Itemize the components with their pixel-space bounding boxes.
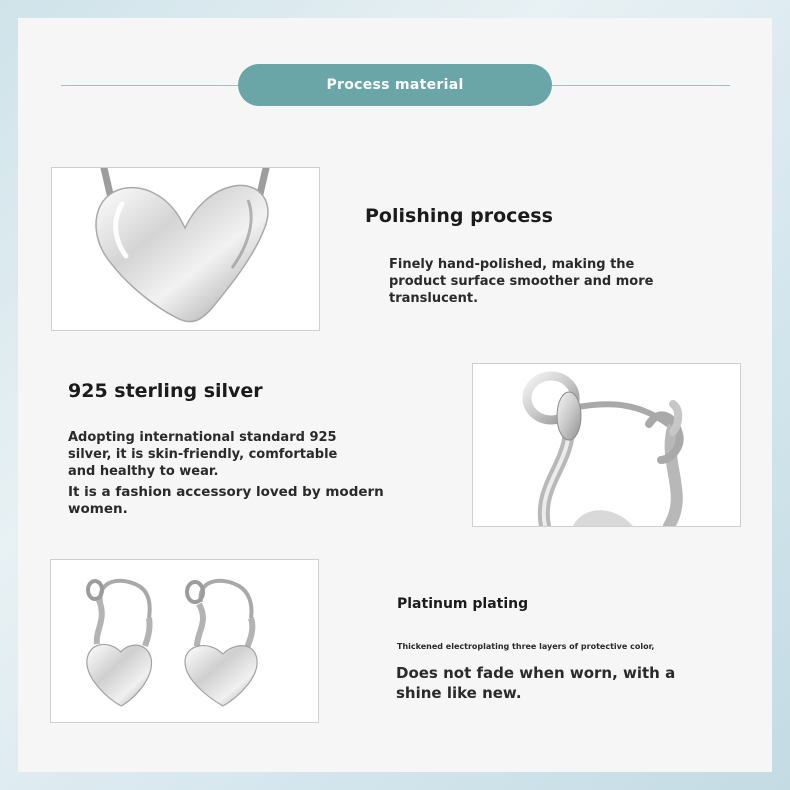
product-detail-card	[18, 18, 772, 772]
header-line-right	[548, 85, 730, 86]
polishing-title: Polishing process	[365, 205, 553, 227]
sterling-silver-body-2: It is a fashion accessory loved by modern women.	[68, 484, 384, 517]
earring-left	[87, 581, 152, 706]
header-line-left	[61, 85, 241, 86]
section-header-pill	[238, 64, 552, 106]
platinum-plating-small: Thickened electroplating three layers of protective color,	[397, 642, 655, 651]
earring-right	[185, 581, 257, 706]
platinum-plating-title: Platinum plating	[397, 596, 529, 612]
section-header-label: Process material	[326, 77, 464, 93]
polishing-body: Finely hand-polished, making the product surface smoother and more translucent.	[389, 257, 654, 306]
hoop-clasp-image	[472, 363, 741, 527]
sterling-silver-title: 925 sterling silver	[68, 380, 263, 402]
heart-earrings-image	[50, 559, 319, 723]
platinum-plating-body: Does not fade when worn, with a shine like new.	[396, 664, 676, 702]
sterling-silver-body: Adopting international standard 925 silver, it is skin-friendly, comfortable and healthy to wear.	[68, 430, 338, 479]
heart-pendant-image	[51, 167, 320, 331]
